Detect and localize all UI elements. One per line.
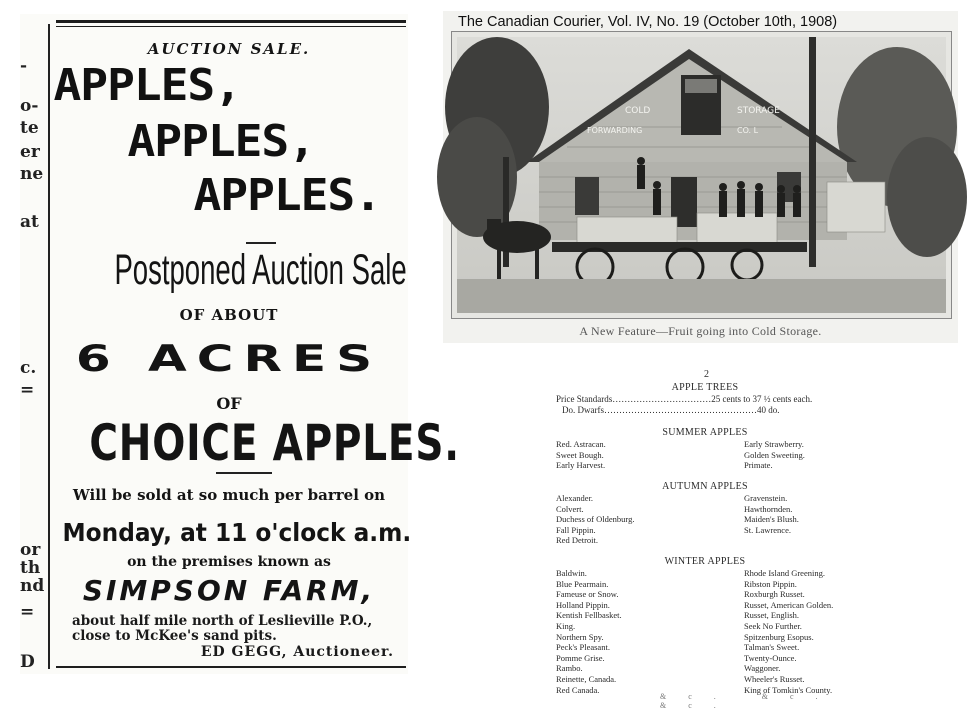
list-item: Gravenstein. [744, 493, 788, 503]
utility-pole [809, 37, 816, 267]
list-item: Blue Pearmain. [556, 578, 609, 589]
fragment-text: ne [20, 164, 44, 184]
list-item: Red Detroit. [556, 535, 599, 546]
list-item: King of Tomkin's County. [744, 684, 833, 695]
farm-name-heading: SIMPSON FARM, [82, 574, 376, 607]
list-item: Ribston Pippin. [744, 578, 797, 589]
list-item: Sweet Bough. [556, 449, 604, 460]
of-text: OF [216, 394, 242, 413]
winter-apples-heading: WINTER APPLES [664, 556, 746, 567]
acres-heading: 6 ACRES [75, 337, 383, 381]
sign-co: CO. L [737, 126, 759, 135]
premises-text: on the premises known as [127, 554, 331, 570]
list-item: Early Strawberry. [744, 439, 804, 449]
summer-apples-heading: SUMMER APPLES [662, 427, 748, 438]
sale-terms-text: Will be sold at so much per barrel on [72, 486, 386, 504]
list-item: Kentish Fellbasket. [556, 610, 622, 621]
list-item: Holland Pippin. [556, 599, 610, 610]
list-item: Reinette, Canada. [556, 673, 617, 684]
divider-rule [216, 472, 272, 474]
list-item: Red. Astracan. [556, 439, 606, 449]
autumn-apples-heading: AUTUMN APPLES [662, 481, 748, 492]
list-item: Fameuse or Snow. [556, 589, 619, 600]
list-item: Seek No Further. [744, 620, 802, 631]
postponed-heading: Postponed Auction Sale [114, 246, 407, 294]
list-item: Alexander. [556, 493, 594, 503]
fragment-text: er [20, 142, 40, 162]
list-item: Twenty-Ounce. [744, 652, 797, 663]
list-item: Northern Spy. [556, 631, 604, 642]
list-item: Rambo. [556, 663, 583, 674]
list-item: Fall Pippin. [556, 524, 596, 535]
fragment-text: o- [20, 96, 39, 116]
list-item: Spitzenburg Esopus. [744, 631, 814, 642]
list-item: Roxburgh Russet. [744, 589, 805, 600]
fragment-text: = [20, 380, 35, 400]
divider-rule [246, 242, 276, 244]
auction-header: AUCTION SALE. [147, 40, 311, 58]
list-item: Peck's Pleasant. [556, 642, 610, 653]
fragment-text: or [20, 540, 41, 560]
winter-apples-left [556, 568, 622, 695]
list-item: Rhode Island Greening. [744, 568, 825, 578]
fragment-text: at [20, 212, 39, 232]
photo-caption: A New Feature—Fruit going into Cold Storage. [579, 324, 822, 338]
catalog-footer: &c. &c. &c. [660, 692, 840, 710]
fragment-text: - [20, 56, 28, 76]
summer-apples-right [744, 439, 805, 471]
fragment-text: = [20, 602, 35, 622]
price-standards: Price Standards……………………………25 cents to 37 ½ cents each. [556, 394, 813, 404]
winter-apples-right [744, 568, 833, 695]
list-item: Russet, American Golden. [744, 599, 834, 610]
sign-forwarding: FORWARDING [587, 126, 643, 135]
list-item: Colvert. [556, 503, 584, 514]
list-item: Maiden's Blush. [744, 514, 799, 525]
sale-time-heading: Monday, at 11 o'clock a.m. [62, 518, 412, 547]
autumn-apples-right [744, 493, 799, 535]
list-item: Primate. [744, 460, 773, 471]
fragment-text: D [20, 652, 35, 672]
apples-line-1: APPLES, [53, 60, 241, 111]
autumn-apples-left [556, 493, 634, 546]
list-item: Red Canada. [556, 684, 600, 695]
list-item: Golden Sweeting. [744, 449, 805, 460]
top-rule-thin [56, 26, 406, 27]
photo-source-caption: The Canadian Courier, Vol. IV, No. 19 (October 10th, 1908) [458, 14, 838, 30]
list-item: Early Harvest. [556, 460, 606, 471]
summer-apples-left [556, 439, 606, 471]
cold-storage-photo-panel [443, 11, 958, 343]
list-item: Baldwin. [556, 568, 587, 578]
choice-apples-heading: CHOICE APPLES. [89, 414, 460, 472]
fragment-text: th [20, 558, 41, 578]
page-number: 2 [704, 369, 709, 380]
list-item: Duchess of Oldenburg. [556, 514, 635, 525]
price-dwarfs: Do. Dwarfs……………………………………………40 do. [562, 405, 780, 415]
fragment-text: c. [20, 358, 37, 378]
list-item: Talman's Sweet. [744, 642, 800, 653]
location-text: about half mile north of Leslieville P.O., close to McKee's sand pits. [72, 613, 373, 644]
top-rule [56, 20, 406, 23]
list-item: Russet, English. [744, 610, 800, 621]
list-item: Hawthornden. [744, 503, 793, 514]
auctioneer-signature: ED GEGG, Auctioneer. [200, 644, 394, 660]
list-item: King. [556, 620, 576, 631]
list-item: St. Lawrence. [744, 524, 791, 535]
list-item: Wheeler's Russet. [744, 673, 805, 684]
of-about-text: OF ABOUT [179, 306, 279, 324]
sign-cold: COLD [625, 106, 651, 116]
cold-storage-photo [457, 37, 946, 313]
apples-line-3: APPLES. [193, 170, 381, 221]
photo-frame [451, 31, 952, 319]
apples-line-2: APPLES, [127, 116, 315, 167]
fragment-text: te [20, 118, 39, 138]
list-item: Pomme Grise. [556, 652, 605, 663]
sign-storage: STORAGE [737, 106, 780, 116]
nursery-catalog-page [540, 366, 860, 710]
auction-clipping [20, 14, 460, 674]
fragment-text: nd [20, 576, 45, 596]
bottom-rule [56, 666, 406, 668]
ground [457, 279, 946, 313]
list-item: Waggoner. [744, 663, 781, 674]
apple-trees-heading: APPLE TREES [671, 382, 739, 393]
